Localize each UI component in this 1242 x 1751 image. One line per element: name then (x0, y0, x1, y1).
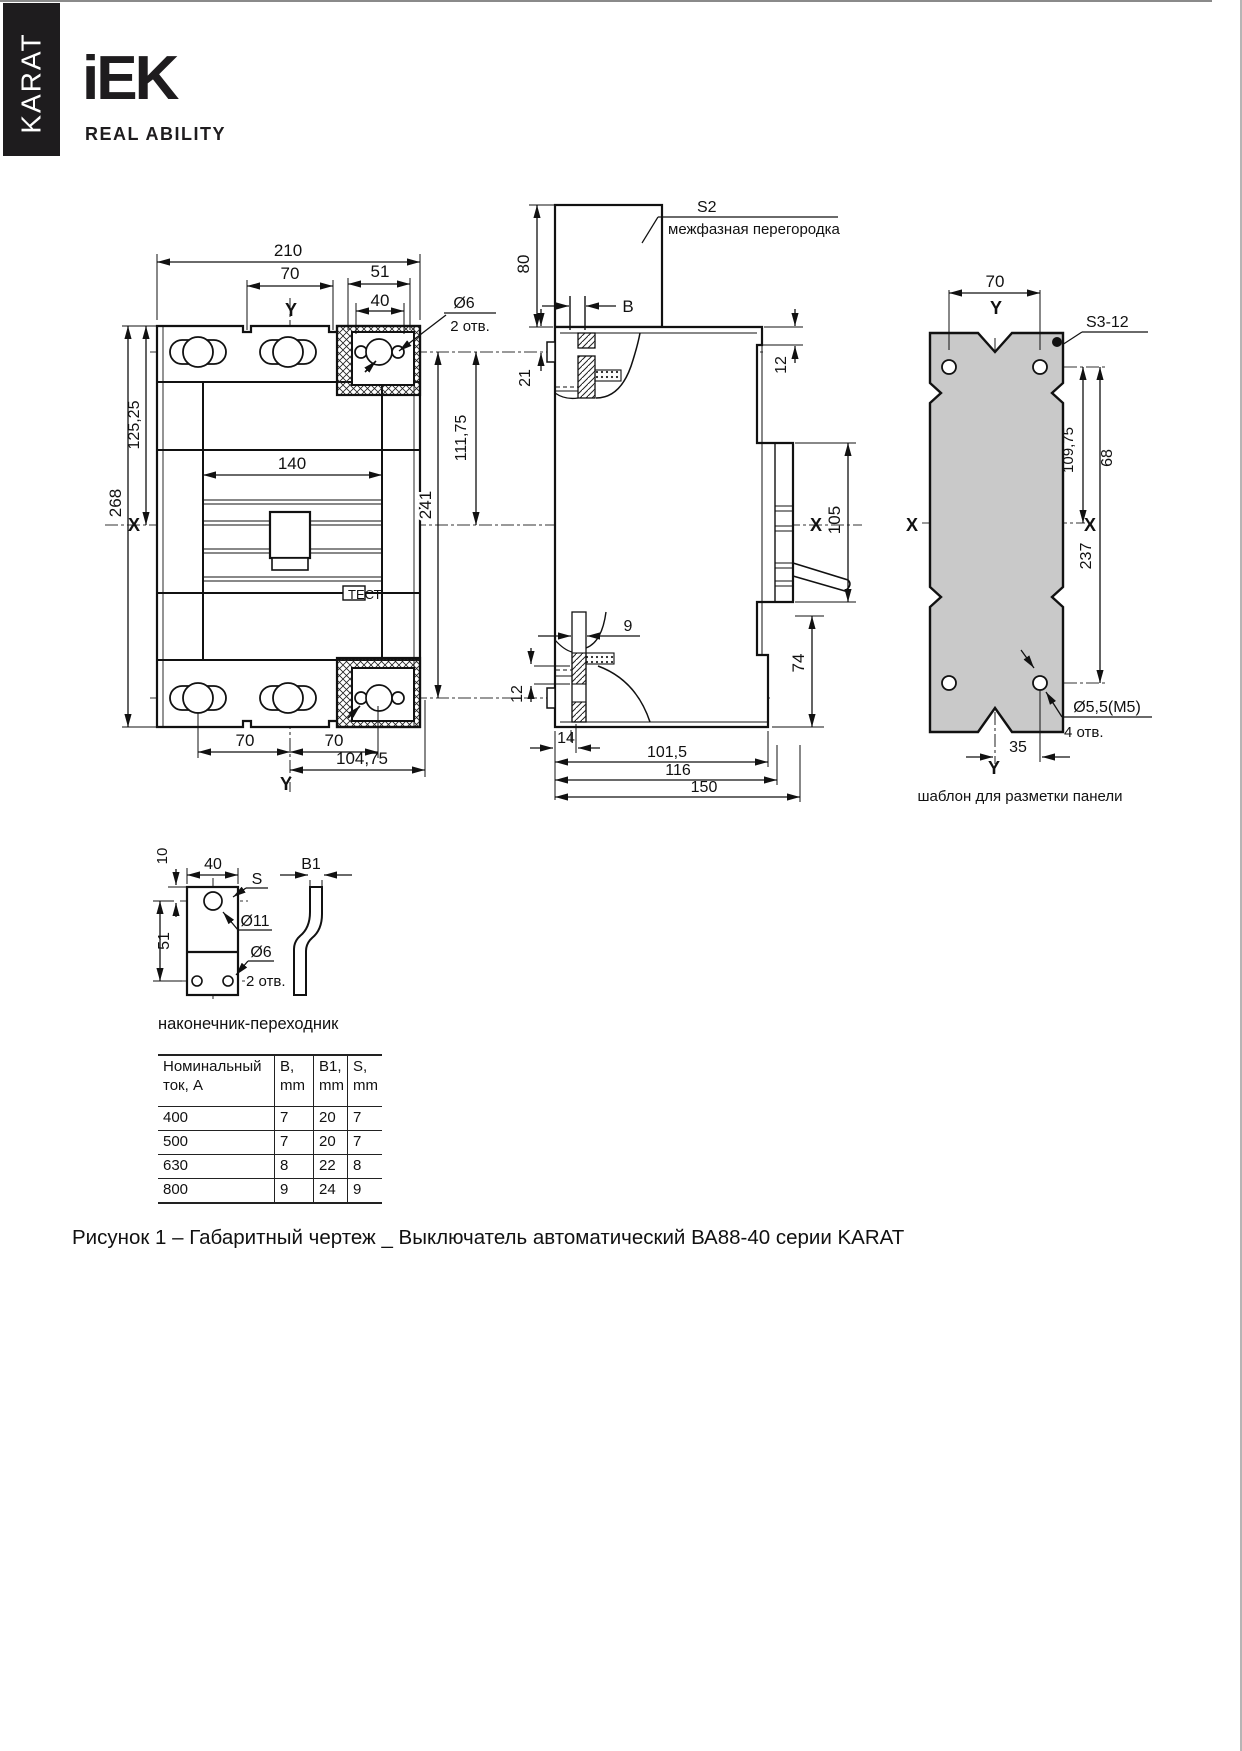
iek-logo: iEK (82, 44, 177, 113)
hole-d11-note: Ø11 (240, 913, 270, 930)
s2-ref: S2 (697, 199, 717, 216)
cell-b1: 22 (313, 1155, 347, 1178)
cell-b: 8 (274, 1155, 313, 1178)
dim-51-adapter: 51 (156, 932, 173, 950)
terminal-shroud-top (337, 326, 420, 395)
cell-b1: 24 (313, 1179, 347, 1202)
cell-b1: 20 (313, 1107, 347, 1130)
cell-b1: 20 (313, 1131, 347, 1154)
template-caption: шаблон для разметки панели (917, 788, 1123, 805)
col-header-current-2: ток, А (163, 1076, 203, 1094)
axis-x-right-template: X (1083, 515, 1097, 535)
axis-y-bottom-front: Y (279, 774, 293, 794)
dim-101-5: 101,5 (646, 744, 688, 761)
dim-241: 241 (416, 490, 435, 520)
hole-d6-note: Ø6 (250, 944, 272, 961)
cell-b: 7 (274, 1107, 313, 1130)
dim-111-75: 111,75 (453, 414, 470, 462)
dim-70-bottom-left: 70 (235, 731, 255, 750)
dim-116: 116 (665, 762, 691, 779)
table-row (158, 1155, 382, 1179)
dim-40: 40 (370, 291, 390, 310)
cell-s: 8 (347, 1155, 382, 1178)
col-header-b1: B1, (319, 1058, 342, 1075)
dim-12-top: 12 (773, 356, 790, 374)
test-button-label: ТЕСТ (348, 587, 382, 602)
template-plate (930, 333, 1063, 732)
adapter-profile (294, 887, 322, 995)
col-header-s: S, (353, 1058, 368, 1075)
figure-caption: Рисунок 1 – Габаритный чертеж _ Выключатель автоматический ВА88-40 серии KARAT (72, 1226, 905, 1249)
axis-y-top-template: Y (989, 298, 1003, 318)
hole-note-d55-qty: 4 отв. (1064, 724, 1104, 741)
dim-70-bottom-right: 70 (324, 731, 344, 750)
dim-237: 237 (1078, 542, 1095, 570)
dim-210: 210 (273, 241, 303, 260)
dim-140: 140 (277, 454, 307, 473)
cell-s: 7 (347, 1131, 382, 1154)
panel-template-view (906, 272, 1152, 805)
table-row (158, 1107, 382, 1131)
cell-current: 630 (163, 1157, 189, 1174)
adapter-view (153, 848, 352, 1033)
table-header-row (158, 1056, 382, 1107)
dim-268: 268 (106, 488, 125, 518)
dim-80: 80 (514, 254, 533, 274)
dim-b1-adapter: B1 (301, 856, 321, 873)
breaker-handle (270, 512, 310, 558)
dim-12-bottom: 12 (509, 685, 526, 703)
dim-109-75: 109,75 (1060, 427, 1077, 473)
dim-b: B (622, 297, 634, 316)
cell-s: 9 (347, 1179, 382, 1202)
dim-74: 74 (789, 653, 808, 673)
hole-d6-qty: 2 отв. (246, 973, 286, 990)
dim-14: 14 (557, 730, 575, 747)
cell-current: 800 (163, 1181, 189, 1198)
col-header-current-1: Номинальный (163, 1058, 262, 1075)
iek-tagline: REAL ABILITY (85, 124, 227, 144)
col-header-s-unit: mm (353, 1076, 378, 1094)
dim-70-top: 70 (280, 264, 300, 283)
col-header-b-unit: mm (280, 1076, 305, 1094)
dim-40-adapter: 40 (204, 856, 222, 873)
cell-s: 7 (347, 1107, 382, 1130)
axis-x-side: X (809, 515, 823, 535)
dim-10-adapter: 10 (154, 847, 171, 865)
dim-150: 150 (690, 779, 718, 796)
hole-note-d6: Ø6 (453, 295, 475, 312)
dim-35: 35 (1009, 739, 1027, 756)
series-label: KARAT (15, 32, 47, 134)
dim-105: 105 (825, 505, 844, 535)
axis-x-front: X (127, 515, 141, 535)
dim-51: 51 (370, 262, 390, 281)
col-header-b: B, (280, 1058, 295, 1075)
ref-s3-12: S3-12 (1086, 314, 1129, 331)
dim-21: 21 (517, 369, 534, 387)
interphase-barrier (555, 205, 662, 327)
side-view (509, 199, 856, 802)
cell-b: 9 (274, 1179, 313, 1202)
dim-9: 9 (623, 618, 633, 635)
adapter-caption: наконечник-переходник (158, 1015, 339, 1033)
dim-104-75: 104,75 (336, 749, 388, 768)
cell-b: 7 (274, 1131, 313, 1154)
s2-label: межфазная перегородка (668, 221, 840, 238)
axis-y-top-front: Y (284, 300, 298, 320)
cell-current: 400 (163, 1109, 189, 1126)
front-view (106, 241, 496, 794)
cell-current: 500 (163, 1133, 189, 1150)
dim-70-template: 70 (985, 272, 1005, 291)
table-row (158, 1131, 382, 1155)
adapter-size-table (158, 1054, 382, 1204)
s3-12-marker-dot (1052, 337, 1062, 347)
col-header-b1-unit: mm (319, 1076, 344, 1094)
trip-lever (793, 563, 850, 591)
hole-note-d55: Ø5,5(M5) (1073, 699, 1141, 716)
axis-y-bottom-template: Y (987, 758, 1001, 778)
dim-68: 68 (1099, 449, 1116, 467)
table-row (158, 1179, 382, 1202)
dim-125-25: 125,25 (126, 400, 143, 450)
axis-x-left-template: X (905, 515, 919, 535)
ref-s-adapter: S (251, 871, 263, 888)
hole-note-d6-qty: 2 отв. (450, 318, 490, 335)
